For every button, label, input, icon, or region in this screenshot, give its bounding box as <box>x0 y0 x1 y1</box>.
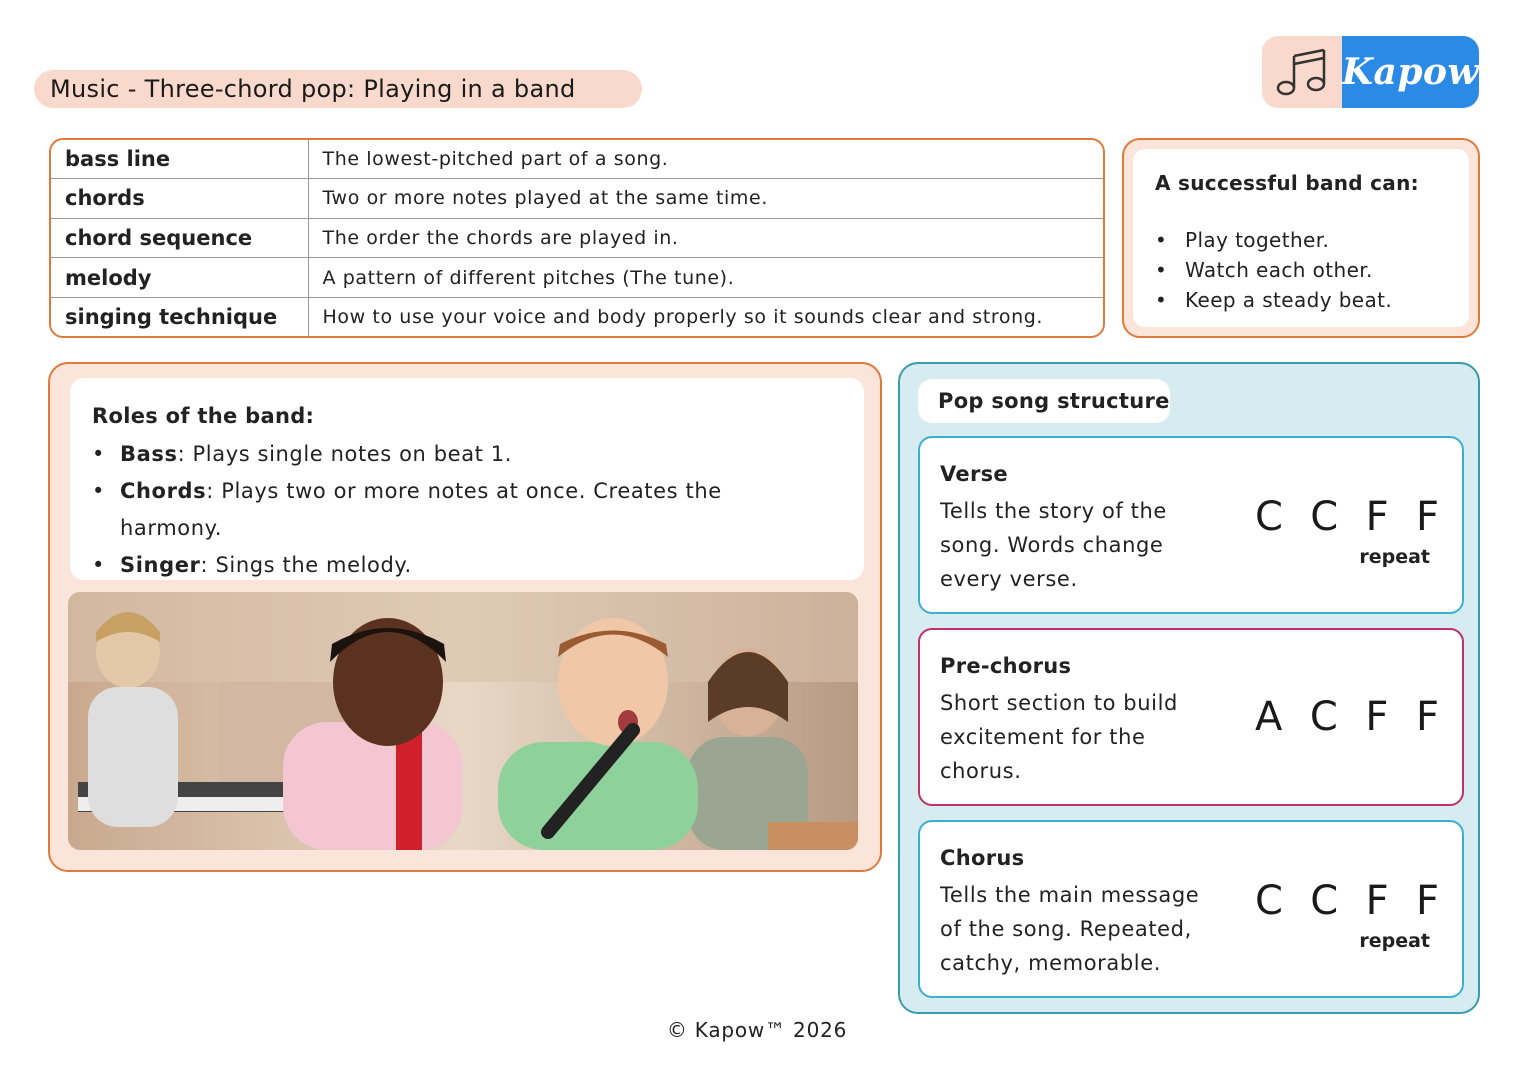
vocab-row <box>51 140 1103 179</box>
verse-card <box>918 436 1464 614</box>
role-name: Chords <box>120 479 207 503</box>
band-box-item: • Keep a steady beat. <box>1155 285 1449 315</box>
repeat-label: repeat <box>1359 546 1430 568</box>
kapow-logo <box>1262 36 1479 108</box>
chord: F <box>1365 694 1389 740</box>
roles-text-box <box>70 378 864 580</box>
section-title: Chorus <box>940 846 1025 870</box>
chord: F <box>1365 494 1389 540</box>
roles-panel <box>48 362 882 872</box>
section-title: Verse <box>940 462 1008 486</box>
chord: C <box>1310 878 1339 924</box>
section-title: Pre-chorus <box>940 654 1072 678</box>
chord: F <box>1415 494 1439 540</box>
role-item: • Bass: Plays single notes on beat 1. <box>92 436 782 473</box>
pre-chorus-card <box>918 628 1464 806</box>
vocab-term: chord sequence <box>51 218 308 258</box>
repeat-label: repeat <box>1359 930 1430 952</box>
vocab-term: bass line <box>51 140 308 179</box>
section-description: Tells the main message of the song. Repeated, catchy, memorable. <box>940 883 1200 975</box>
chord-sequence <box>1255 878 1439 924</box>
vocab-row <box>51 297 1103 336</box>
vocab-term: melody <box>51 258 308 298</box>
role-name: Bass <box>120 442 178 466</box>
vocab-row <box>51 258 1103 298</box>
chord: F <box>1415 878 1439 924</box>
vocab-row <box>51 179 1103 219</box>
chord: C <box>1310 494 1339 540</box>
chord-sequence <box>1255 494 1439 540</box>
copyright-footer: © Kapow™ 2026 <box>666 1018 848 1042</box>
brand-name: Kapow <box>1342 36 1479 108</box>
role-name: Singer <box>120 553 201 577</box>
vocab-definition: A pattern of different pitches (The tune). <box>308 258 1103 298</box>
band-box-item: • Watch each other. <box>1155 255 1449 285</box>
chord-sequence <box>1255 694 1439 740</box>
vocab-term: singing technique <box>51 297 308 336</box>
vocab-row <box>51 218 1103 258</box>
chord: C <box>1309 694 1338 740</box>
page-title: Music - Three-chord pop: Playing in a band <box>34 70 642 108</box>
vocab-definition: Two or more notes played at the same time. <box>308 179 1103 219</box>
band-box-heading: A successful band can: <box>1155 171 1419 195</box>
vocab-term: chords <box>51 179 308 219</box>
role-item: • Singer: Sings the melody. <box>92 547 782 584</box>
vocab-definition: How to use your voice and body properly so it sounds clear and strong. <box>322 305 1044 328</box>
chord: F <box>1365 878 1389 924</box>
vocab-definition: The order the chords are played in. <box>308 218 1103 258</box>
chord: C <box>1255 878 1283 924</box>
chord: C <box>1255 494 1283 540</box>
chord: A <box>1255 694 1283 740</box>
successful-band-box <box>1122 138 1480 338</box>
band-box-item: • Play together. <box>1155 225 1449 255</box>
vocabulary-table <box>49 138 1105 338</box>
section-description: Short section to build excitement for the chorus. <box>940 691 1178 783</box>
pop-structure-label: Pop song structure <box>918 379 1170 423</box>
role-description: Plays single notes on beat 1. <box>192 442 513 466</box>
role-item: • Chords: Plays two or more notes at once. Creates the harmony. <box>92 473 782 547</box>
section-description: Tells the story of the song. Words change every verse. <box>940 499 1167 591</box>
role-description: Plays two or more notes at once. Creates the harmony. <box>120 479 722 540</box>
band-photo <box>68 592 858 850</box>
role-description: Sings the melody. <box>215 553 412 577</box>
pop-structure-panel <box>898 362 1480 1014</box>
chord: F <box>1415 694 1439 740</box>
vocab-definition: The lowest-pitched part of a song. <box>308 140 1103 179</box>
chorus-card <box>918 820 1464 998</box>
roles-heading: Roles of the band: <box>92 404 315 428</box>
music-notes-icon <box>1262 36 1342 108</box>
